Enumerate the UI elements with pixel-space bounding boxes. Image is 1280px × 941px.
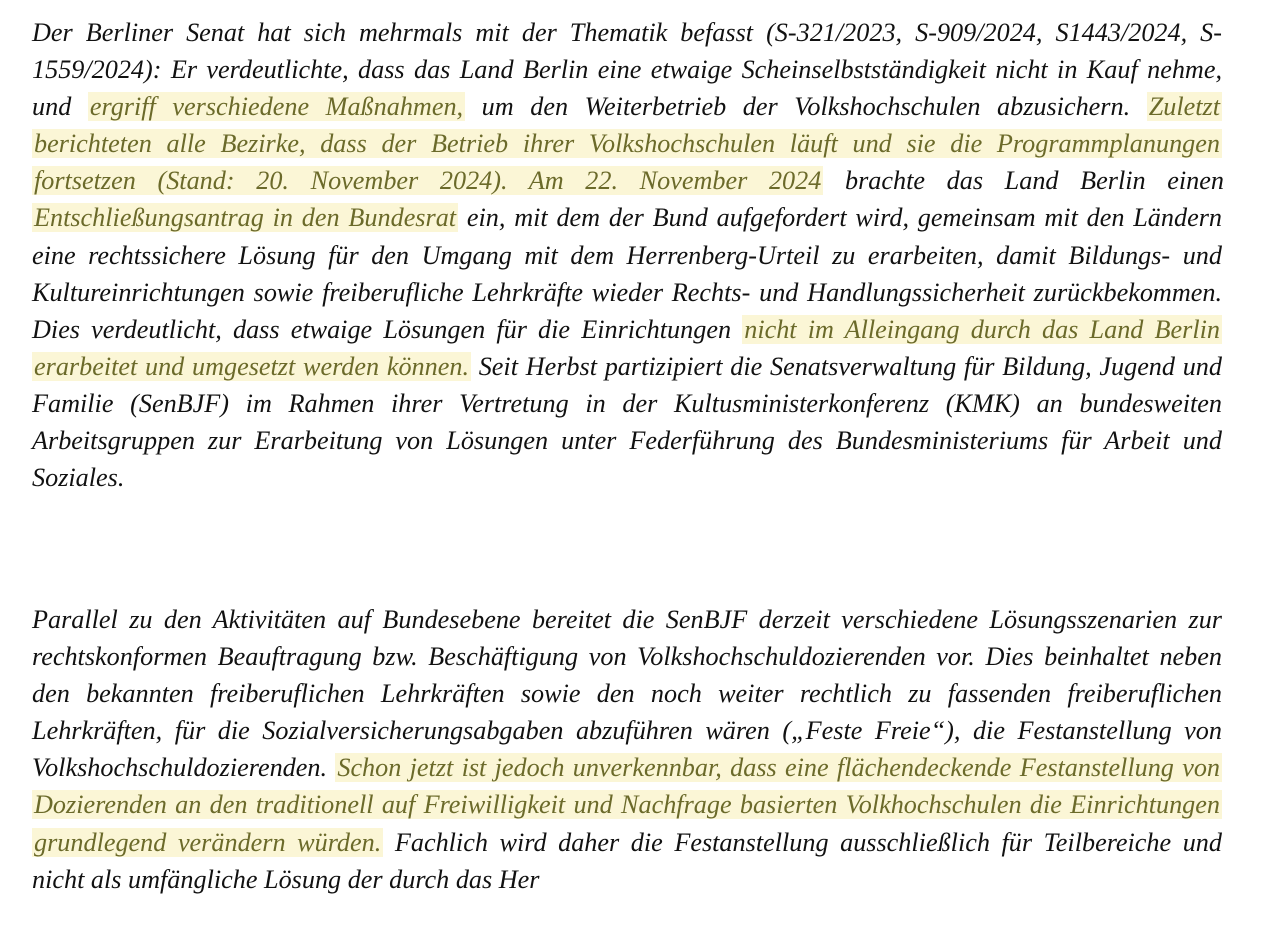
text-segment: Parallel zu den Aktivitäten auf Bundesebene bereitet die SenBJF derzeit verschiedene Lösungsszenarien zur rechtskonformen Beauftragung bzw. Beschäftigung von Volkshochschuldozierenden vor. Dies beinhaltet neben den bekannten freiberuflichen Lehrkräften sowie den noch weiter rechtlich zu fassenden freiberuflichen Lehrkräften, für die Sozialversicherungsabgaben abzuführen wären („Feste Freie“), die Festanstellung von Volkshochschuldozierenden. <box>32 605 1222 783</box>
text-segment: ein, mit dem der Bund aufgefordert wird, gemeinsam mit den Ländern eine rechtssichere Lösung für den Umgang mit dem Herrenberg-Urteil zu erarbeiten, damit Bildungs- und Kultureinrichtungen sowie freiberufliche Lehrkräfte wieder Rechts- und Handlungssicherheit zurückbekommen. Dies verdeutlicht, dass etwaige Lösungen für die Einrichtungen <box>32 203 1223 344</box>
highlighted-text-districts: Zuletzt berichteten alle Bezirke, dass der Betrieb ihrer Volkshochschulen läuft und sie die Programmplanungen fortsetzen (Stand: 20. November 2024). Am 22. November 2024 <box>34 92 1221 196</box>
highlighted-text-measures: ergriff verschiedene Maßnahmen, <box>89 92 464 122</box>
text-segment: Seit Herbst partizipiert die Senatsverwaltung für Bildung, Jugend und Familie (SenBJF) im Rahmen ihrer Vertretung in der Kultusministerkonferenz (KMK) an bundesweiten Arbeitsgruppen zur Erarbeitung von Lösungen unter Federführung des Bundesministeriums für Arbeit und Soziales. <box>32 351 1222 493</box>
highlighted-text-bundesrat: Entschließungsantrag in den Bundesrat <box>34 203 457 233</box>
paragraph-senate-measures <box>32 14 1222 496</box>
highlighted-text-alleingang: nicht im Alleingang durch das Land Berlin erarbeitet und umgesetzt werden können. <box>34 314 1220 381</box>
text-segment: um den Weiterbetrieb der Volkshochschulen abzusichern. <box>465 92 1147 122</box>
text-segment: Der Berliner Senat hat sich mehrmals mit der Thematik befasst (S-321/2023, S-909/2024, S1443/2024, S-1559/2024): Er verdeutlichte, dass das Land Berlin eine etwaige Scheinselbstständigkeit nicht in Kauf nehme, und <box>32 18 1222 122</box>
text-segment: Fachlich wird daher die Festanstellung ausschließlich für Teilbereiche und nicht als umfängliche Lösung der durch das Her <box>32 827 1222 894</box>
text-segment: brachte das Land Berlin einen <box>823 166 1224 196</box>
highlighted-text-festanstellung: Schon jetzt ist jedoch unverkennbar, dass eine flächendeckende Festanstellung von Dozierenden an den traditionell auf Freiwilligkeit und Nachfrage basierten Volkhochschulen die Einrichtungen grundlegend verändern würden. <box>34 753 1221 857</box>
paragraph-solution-scenarios <box>32 601 1222 898</box>
